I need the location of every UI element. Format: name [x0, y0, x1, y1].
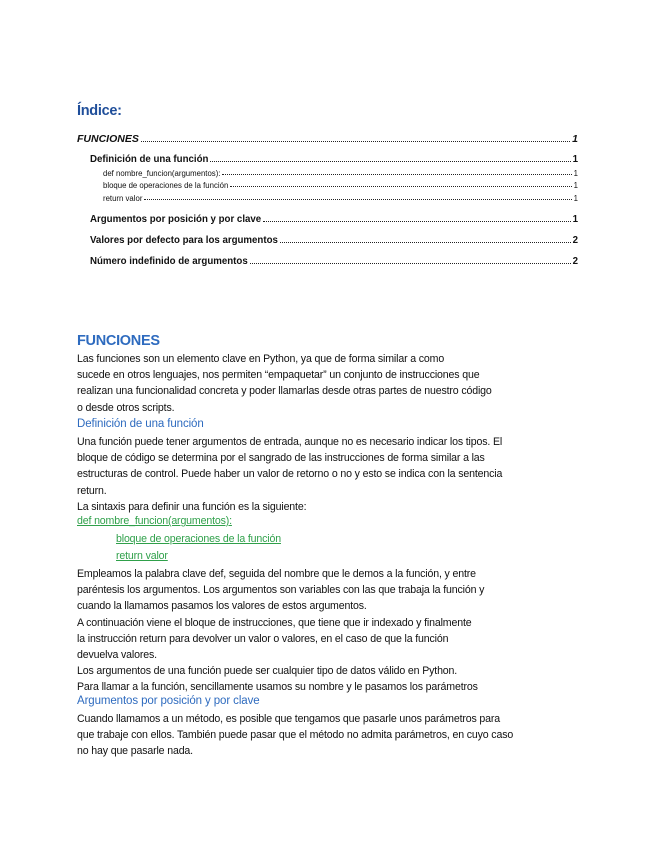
heading-argumentos: Argumentos por posición y por clave — [77, 695, 260, 707]
heading-funciones: FUNCIONES — [77, 333, 160, 349]
definition-paragraph — [77, 434, 502, 515]
text-line: realizan una funcionalidad concreta y poder llamarlas desde otras partes de nuestro código — [77, 385, 492, 398]
toc-heading: Índice: — [77, 103, 122, 119]
toc-leader — [230, 186, 571, 187]
toc-leader — [210, 161, 570, 162]
toc-leader — [250, 263, 571, 264]
code-line-return[interactable]: return valor — [116, 550, 168, 562]
toc-entry-page: 2 — [572, 235, 578, 246]
toc-entry-page: 1 — [572, 133, 578, 145]
text-line: no hay que pasarle nada. — [77, 745, 193, 758]
explanation-paragraph — [77, 566, 484, 696]
text-line: Los argumentos de una función puede ser cualquier tipo de datos válido en Python. — [77, 665, 458, 678]
toc-entry-page: 1 — [573, 194, 578, 203]
toc-entry-page: 1 — [573, 181, 578, 190]
text-line: Una función puede tener argumentos de entrada, aunque no es necesario indicar los tipos. El — [77, 436, 503, 448]
toc-entry-page: 1 — [572, 154, 578, 165]
code-line-def[interactable]: def nombre_funcion(argumentos): — [77, 515, 232, 527]
text-line: Empleamos la palabra clave def, seguida del nombre que le demos a la función, y entre — [77, 568, 476, 580]
text-line: La sintaxis para definir una función es la siguiente: — [77, 500, 307, 513]
toc-entry-funciones[interactable] — [77, 133, 578, 145]
code-line-bloque[interactable]: bloque de operaciones de la función — [116, 533, 281, 545]
toc-entry-page: 1 — [572, 214, 578, 225]
text-line: Cuando llamamos a un método, es posible que tengamos que pasarle unos parámetros para — [77, 713, 501, 725]
toc-entry-def-nombre[interactable] — [103, 169, 578, 178]
toc-entry-page: 2 — [572, 256, 578, 267]
toc-leader — [222, 174, 571, 175]
toc-entry-label: Número indefinido de argumentos — [90, 256, 248, 267]
text-line: bloque de código se determina por el sangrado de las instrucciones de forma similar a las — [77, 452, 485, 465]
toc-entry-page: 1 — [573, 169, 578, 178]
toc-entry-label: Definición de una función — [90, 154, 209, 165]
toc-entry-numero[interactable] — [90, 256, 578, 267]
toc-leader — [263, 221, 570, 222]
toc-entry-label: return valor — [103, 194, 143, 203]
text-line: Para llamar a la función, sencillamente usamos su nombre y le pasamos los parámetros — [77, 681, 478, 694]
toc-entry-label: Argumentos por posición y por clave — [90, 214, 262, 225]
text-line: o desde otros scripts. — [77, 401, 175, 414]
toc-entry-return[interactable] — [103, 194, 578, 203]
toc-leader — [280, 242, 571, 243]
toc-entry-bloque[interactable] — [103, 181, 578, 190]
toc-entry-label: bloque de operaciones de la función — [103, 181, 229, 190]
text-line: sucede en otros lenguajes, nos permiten “empaquetar” un conjunto de instrucciones que — [77, 369, 480, 382]
toc-entry-label: FUNCIONES — [77, 133, 139, 145]
intro-paragraph — [77, 351, 492, 416]
text-line: return. — [77, 484, 107, 497]
text-line: paréntesis los argumentos. Los argumentos son variables con las que trabaja la función y — [77, 584, 485, 597]
toc-entry-definicion[interactable] — [90, 154, 578, 165]
toc-entry-argumentos[interactable] — [90, 214, 578, 225]
toc-leader — [141, 141, 570, 142]
text-line: la instrucción return para devolver un valor o valores, en el caso de que la función — [77, 632, 449, 645]
toc-entry-valores[interactable] — [90, 235, 578, 246]
text-line: Las funciones son un elemento clave en Python, ya que de forma similar a como — [77, 353, 445, 365]
toc-entry-label: def nombre_funcion(argumentos): — [103, 169, 221, 178]
text-line: A continuación viene el bloque de instrucciones, que tiene que ir indexado y finalmente — [77, 616, 472, 629]
text-line: estructuras de control. Puede haber un valor de retorno o no y esto se indica con la sentencia — [77, 468, 503, 481]
arguments-paragraph — [77, 711, 513, 760]
text-line: que trabaje con ellos. También puede pasar que el método no admita parámetros, en cuyo caso — [77, 729, 514, 742]
toc-leader — [144, 199, 571, 200]
toc-entry-label: Valores por defecto para los argumentos — [90, 235, 278, 246]
heading-definicion: Definición de una función — [77, 418, 204, 430]
text-line: devuelva valores. — [77, 649, 157, 662]
text-line: cuando la llamamos pasamos los valores de estos argumentos. — [77, 600, 367, 613]
